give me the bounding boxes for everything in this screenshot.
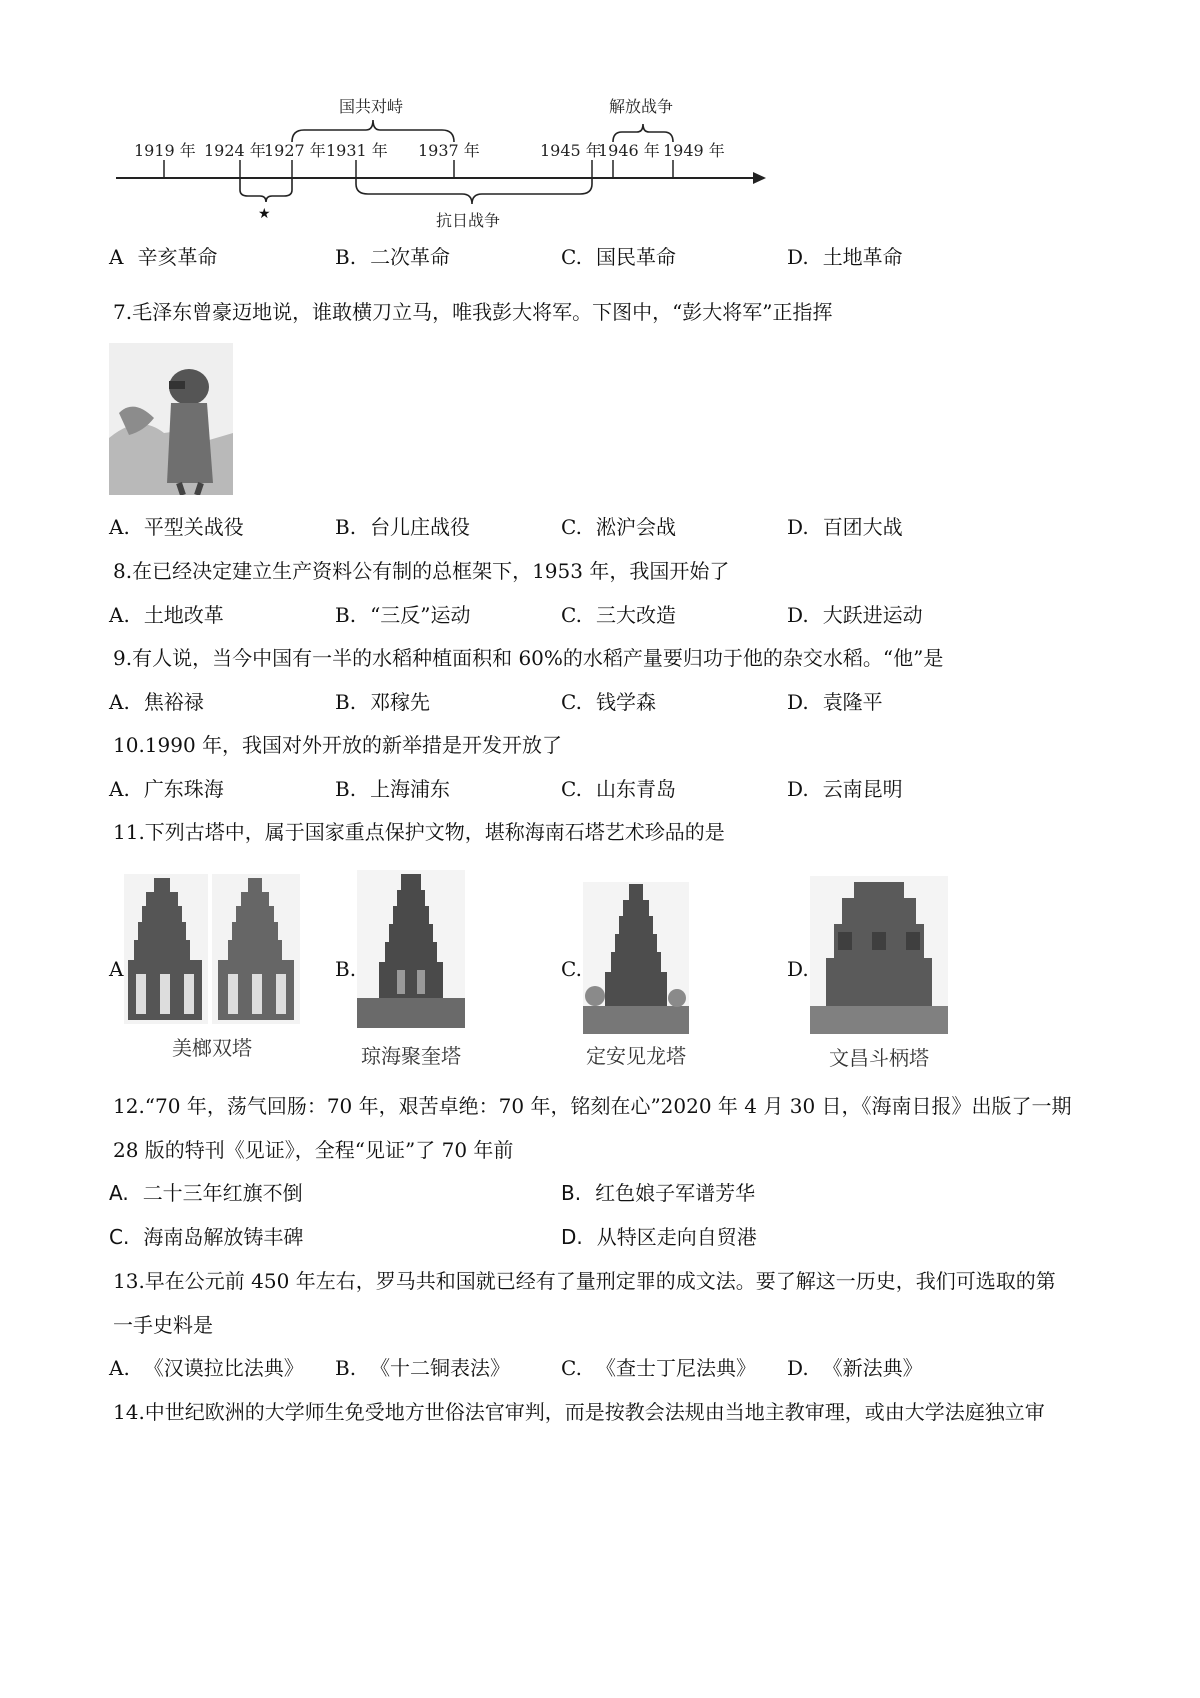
- q8-option-b: [335, 601, 471, 629]
- option-text: 广东珠海: [143, 777, 224, 801]
- q13-option-b: [335, 1354, 510, 1382]
- q8-stem: 8.在已经决定建立生产资料公有制的总框架下，1953 年，我国开始了: [113, 559, 730, 583]
- option-letter: B.: [335, 515, 357, 539]
- bracket-1924-1927: [240, 178, 292, 202]
- q8-option-a: [109, 601, 224, 629]
- q11-caption-a: 美榔双塔: [172, 1036, 252, 1060]
- option-letter: D.: [561, 1225, 583, 1249]
- q11-caption-b: 琼海聚奎塔: [361, 1044, 461, 1068]
- option-text: 红色娘子军谱芳华: [595, 1181, 756, 1205]
- option-letter: C.: [561, 777, 582, 801]
- option-letter: C.: [561, 245, 582, 269]
- option-letter: A.: [109, 603, 130, 627]
- option-letter: A.: [109, 690, 130, 714]
- option-letter: C.: [561, 603, 582, 627]
- option-letter: A: [109, 245, 124, 269]
- q12-stem-line2: 28 版的特刊《见证》，全程“见证”了 70 年前: [113, 1138, 514, 1162]
- brace-label-kangri: 抗日战争: [436, 211, 501, 230]
- option-letter: A.: [109, 777, 130, 801]
- year-label-1946: 1946 年: [598, 141, 660, 160]
- q11-photo-c: [583, 882, 689, 1034]
- year-label-1927: 1927 年: [264, 141, 326, 160]
- q12-stem-line1: 12.“70 年，荡气回肠：70 年，艰苦卓绝：70 年，铭刻在心”2020 年 4 月 30 日，《海南日报》出版了一期: [113, 1094, 1072, 1118]
- q7-stem: 7.毛泽东曾豪迈地说，谁敢横刀立马，唯我彭大将军。下图中，“彭大将军”正指挥: [113, 300, 833, 324]
- q7-photo: [109, 343, 233, 495]
- year-label-1924: 1924 年: [204, 141, 266, 160]
- q11-stem: 11.下列古塔中，属于国家重点保护文物，堪称海南石塔艺术珍品的是: [113, 820, 725, 844]
- q10-stem: 10.1990 年，我国对外开放的新举措是开发开放了: [113, 733, 563, 757]
- q9-option-a: [109, 688, 204, 716]
- option-text: 辛亥革命: [137, 245, 218, 269]
- q11-option-c-letter: C.: [561, 957, 582, 981]
- q8-option-c: [561, 601, 676, 629]
- q13-option-c: [561, 1354, 756, 1382]
- option-text: 平型关战役: [143, 515, 244, 539]
- q9-stem: 9.有人说，当今中国有一半的水稻种植面积和 60%的水稻产量要归功于他的杂交水稻。“他”是: [113, 646, 944, 670]
- option-letter: A.: [109, 515, 130, 539]
- option-text: 云南昆明: [822, 777, 903, 801]
- q10-option-c: [561, 775, 676, 803]
- option-letter: D.: [787, 690, 809, 714]
- q7-option-d: [787, 513, 903, 541]
- twin-pagoda-icon: [124, 874, 300, 1024]
- option-letter: B.: [561, 1181, 582, 1205]
- option-text: 焦裕禄: [143, 690, 204, 714]
- option-letter: B.: [335, 1356, 357, 1380]
- option-letter: D.: [787, 777, 809, 801]
- brace-label-guogong: 国共对峙: [339, 97, 404, 116]
- peng-dehuai-photo-sketch: [109, 343, 233, 495]
- option-text: 国民革命: [595, 245, 676, 269]
- option-text: 海南岛解放铸丰碑: [143, 1225, 304, 1249]
- option-letter: B.: [335, 690, 357, 714]
- q7-option-a: [109, 513, 244, 541]
- option-text: 二十三年红旗不倒: [142, 1181, 303, 1205]
- option-text: 《汉谟拉比法典》: [143, 1356, 304, 1380]
- q10-option-a: [109, 775, 224, 803]
- brace-1946-1949: [613, 124, 673, 142]
- q12-option-c: [109, 1223, 303, 1251]
- option-letter: A.: [109, 1181, 129, 1205]
- q10-option-b: [335, 775, 450, 803]
- option-text: 邓稼先: [370, 690, 431, 714]
- option-text: 大跃进运动: [822, 603, 923, 627]
- year-label-1949: 1949 年: [663, 141, 725, 160]
- q13-option-d: [787, 1354, 923, 1382]
- q13-stem-line1: 13.早在公元前 450 年左右，罗马共和国就已经有了量刑定罪的成文法。要了解这一历史，我们可选取的第: [113, 1269, 1056, 1293]
- option-letter: B.: [335, 245, 357, 269]
- year-label-1945: 1945 年: [540, 141, 602, 160]
- q9-option-b: [335, 688, 430, 716]
- option-text: 台儿庄战役: [370, 515, 471, 539]
- option-letter: D.: [787, 603, 809, 627]
- jianlong-pagoda-icon: [583, 882, 689, 1034]
- option-text: 土地改革: [143, 603, 224, 627]
- q9-option-d: [787, 688, 883, 716]
- option-text: 《十二铜表法》: [370, 1356, 511, 1380]
- option-text: “三反”运动: [370, 603, 471, 627]
- q6-option-a: [109, 243, 217, 271]
- q11-option-b-letter: B.: [335, 957, 357, 981]
- q13-stem-line2: 一手史料是: [113, 1313, 213, 1337]
- q6-option-c: [561, 243, 676, 271]
- q8-option-d: [787, 601, 923, 629]
- option-letter: C.: [561, 690, 582, 714]
- option-text: 《查士丁尼法典》: [595, 1356, 756, 1380]
- option-letter: B.: [335, 603, 357, 627]
- q11-caption-c: 定安见龙塔: [586, 1044, 686, 1068]
- q6-option-b: [335, 243, 450, 271]
- brace-label-jiefang: 解放战争: [609, 97, 674, 116]
- q9-option-c: [561, 688, 656, 716]
- q6-option-d: [787, 243, 903, 271]
- brace-1927-1937: [292, 120, 454, 142]
- option-text: 《新法典》: [822, 1356, 923, 1380]
- option-letter: C.: [561, 515, 582, 539]
- year-label-1931: 1931 年: [326, 141, 388, 160]
- timeline-arrowhead: [753, 172, 766, 184]
- option-text: 山东青岛: [595, 777, 676, 801]
- option-text: 三大改造: [595, 603, 676, 627]
- option-text: 袁隆平: [822, 690, 883, 714]
- option-text: 从特区走向自贸港: [596, 1225, 757, 1249]
- option-letter: D.: [787, 245, 809, 269]
- option-letter: C.: [109, 1225, 130, 1249]
- option-text: 二次革命: [370, 245, 451, 269]
- brace-1931-1945: [356, 178, 592, 204]
- option-letter: D.: [787, 515, 809, 539]
- q7-option-c: [561, 513, 676, 541]
- option-text: 土地革命: [822, 245, 903, 269]
- option-text: 淞沪会战: [595, 515, 676, 539]
- year-label-1919: 1919 年: [134, 141, 196, 160]
- doubing-pagoda-icon: [810, 876, 948, 1034]
- option-text: 钱学森: [595, 690, 656, 714]
- option-letter: D.: [787, 1356, 809, 1380]
- option-letter: A.: [109, 1356, 130, 1380]
- q11-option-a-letter: A: [109, 957, 124, 981]
- q13-option-a: [109, 1354, 304, 1382]
- timeline-figure: [110, 90, 790, 240]
- option-letter: C.: [561, 1356, 582, 1380]
- option-text: 上海浦东: [370, 777, 451, 801]
- q11-photo-a: [124, 874, 300, 1024]
- juku-pagoda-icon: [357, 870, 465, 1028]
- q7-option-b: [335, 513, 470, 541]
- option-text: 百团大战: [822, 515, 903, 539]
- q11-photo-b: [357, 870, 465, 1028]
- q11-caption-d: 文昌斗柄塔: [829, 1046, 929, 1070]
- q12-option-d: [561, 1223, 757, 1251]
- q14-stem: 14.中世纪欧洲的大学师生免受地方世俗法官审判，而是按教会法规由当地主教审理，或由大学法庭独立审: [113, 1400, 1045, 1424]
- q11-option-d-letter: D.: [787, 957, 809, 981]
- q12-option-b: [561, 1179, 755, 1207]
- year-label-1937: 1937 年: [418, 141, 480, 160]
- q10-option-d: [787, 775, 903, 803]
- option-letter: B.: [335, 777, 357, 801]
- q11-photo-d: [810, 876, 948, 1034]
- star-marker: ★: [258, 206, 271, 222]
- q12-option-a: [109, 1179, 303, 1207]
